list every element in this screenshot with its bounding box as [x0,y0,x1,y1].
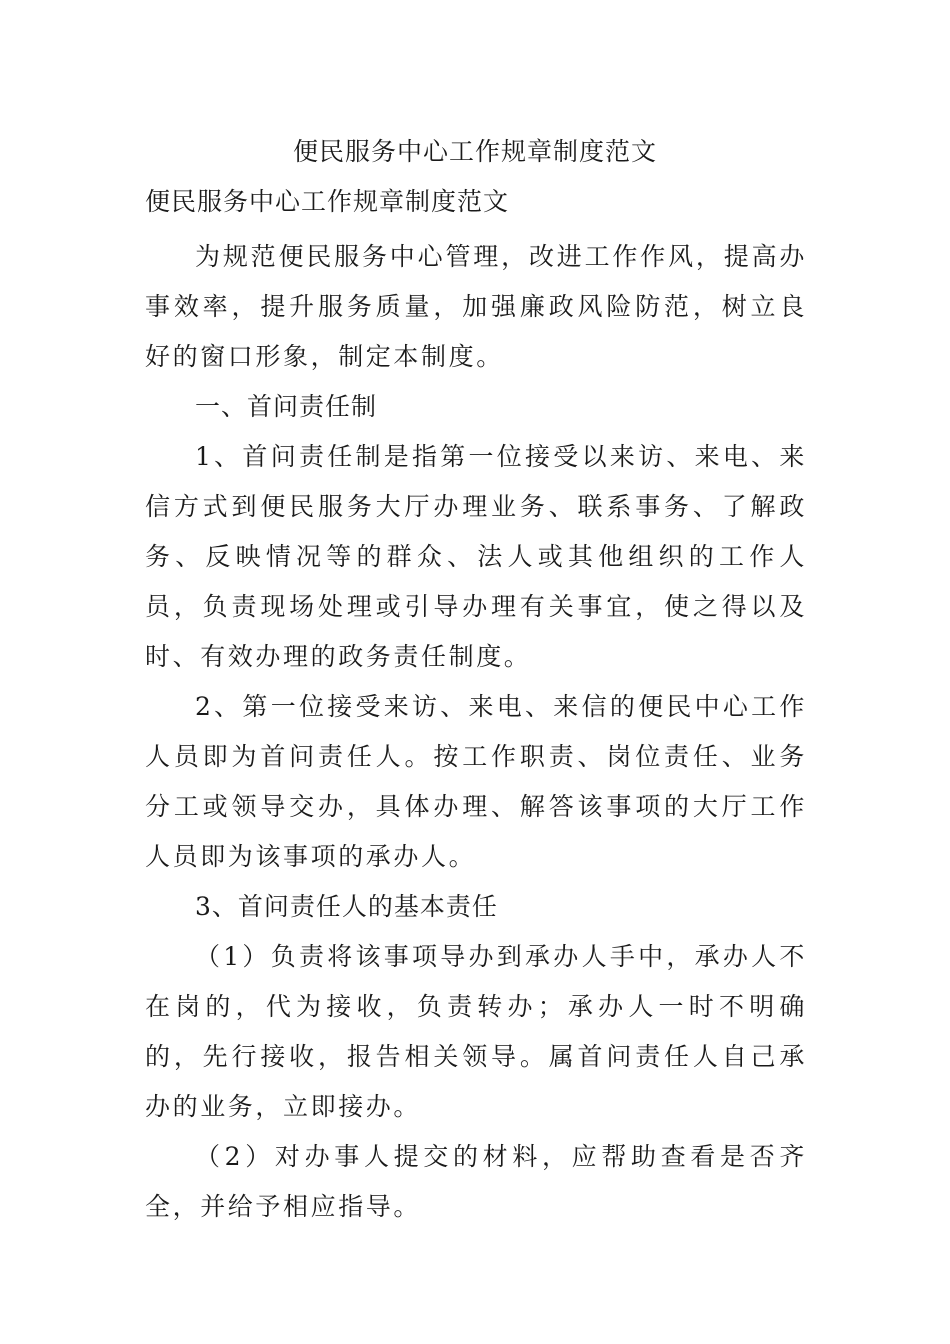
paragraph-item-1: 1、首问责任制是指第一位接受以来访、来电、来信方式到便民服务大厅办理业务、联系事务、了解政务、反映情况等的群众、法人或其他组织的工作人员，负责现场处理或引导办理有关事宜，使之得以及时、有效办理的政务责任制度。 [145,442,807,671]
document-title: 便民服务中心工作规章制度范文 [292,137,657,166]
paragraph-subitem-1: （1）负责将该事项导办到承办人手中，承办人不在岗的，代为接收，负责转办；承办人一时不明确的，先行接收，报告相关领导。属首问责任人自己承办的业务，立即接办。 [145,942,807,1121]
document-body [145,232,807,1232]
section-heading-first-inquiry: 一、首问责任制 [195,392,378,421]
paragraph-item-2: 2、第一位接受来访、来电、来信的便民中心工作人员即为首问责任人。按工作职责、岗位责任、业务分工或领导交办，具体办理、解答该事项的大厅工作人员即为该事项的承办人。 [145,692,807,871]
document-subtitle: 便民服务中心工作规章制度范文 [145,187,510,216]
paragraph-subitem-2: （2）对办事人提交的材料，应帮助查看是否齐全，并给予相应指导。 [145,1142,807,1221]
paragraph-intro: 为规范便民服务中心管理，改进工作作风，提高办事效率，提升服务质量，加强廉政风险防范，树立良好的窗口形象，制定本制度。 [145,242,807,371]
paragraph-item-3-heading: 3、首问责任人的基本责任 [195,892,498,921]
